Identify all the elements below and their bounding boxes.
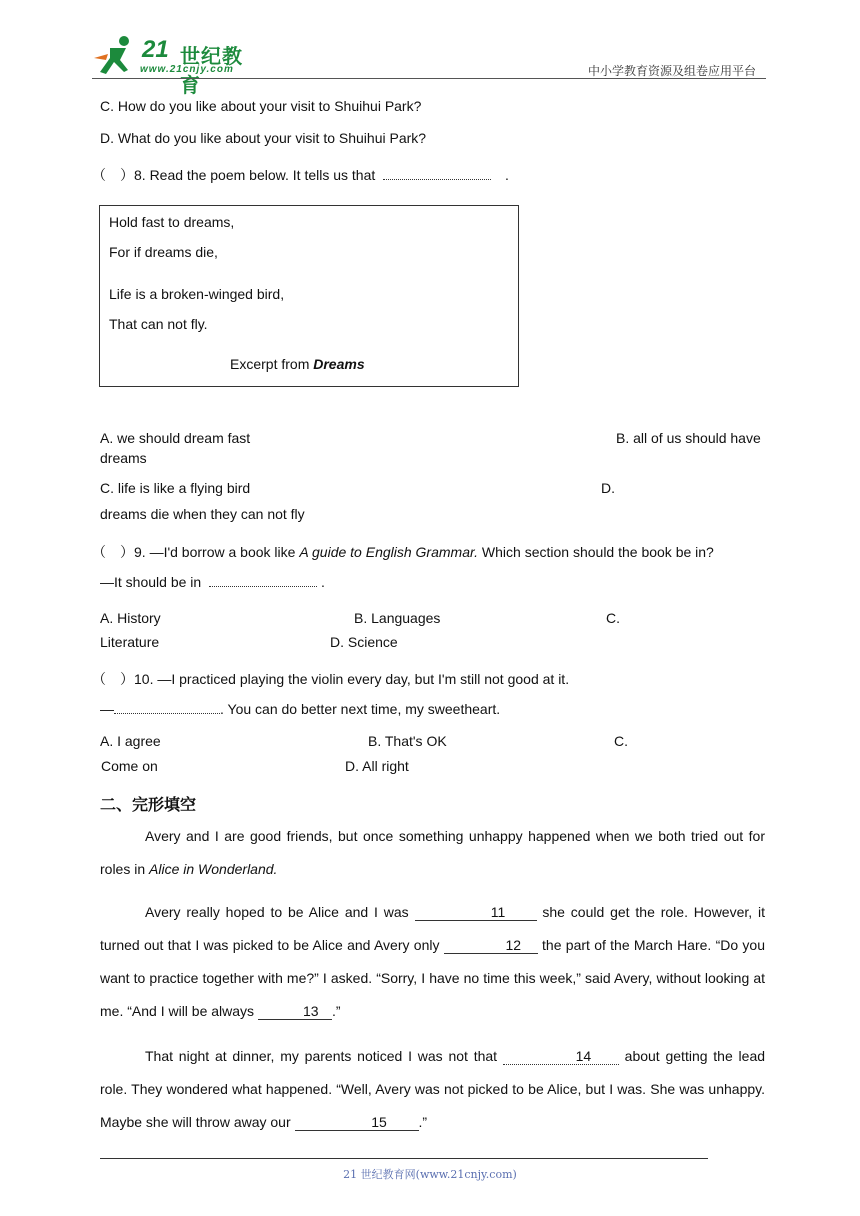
cloze-p2-text-c: the part of the March Hare. “Do you want to practice together with me?” I asked. “Sorry, I have no time this week,” said Avery, without looking at me. “And I will be always (100, 937, 765, 1019)
q9-option-a: A. History (100, 610, 161, 626)
q8-option-d-cont: dreams die when they can not fly (100, 506, 305, 522)
q8-blank[interactable] (383, 167, 491, 180)
q10-blank[interactable] (114, 701, 220, 714)
poem-excerpt-prefix: Excerpt from (230, 356, 314, 372)
header-divider (92, 78, 766, 79)
q8-option-c: C. life is like a flying bird (100, 480, 251, 496)
q9-answer-lead: —It should be in (100, 574, 202, 590)
q9-blank[interactable] (209, 574, 317, 587)
q10-option-a: A. I agree (100, 733, 161, 749)
poem-excerpt (230, 356, 365, 372)
q10-answer-paren[interactable]: （ ） (92, 671, 134, 687)
cloze-blank-14[interactable]: 14 (503, 1048, 619, 1065)
poem-line-1: Hold fast to dreams, (109, 214, 235, 230)
cloze-p3-text-c: .” (418, 1114, 428, 1130)
logo-number: 21 (142, 36, 169, 63)
q8-answer-paren[interactable]: （ ） (92, 167, 134, 183)
q8-stem-text: 8. Read the poem below. It tells us that (134, 167, 376, 183)
poem-line-3: Life is a broken-winged bird, (109, 286, 285, 302)
cloze-p2-text-b: she could get the role. However, it turned out that I was picked to be Alice and Avery only (100, 904, 766, 953)
site-logo (92, 34, 262, 97)
q10-stem (92, 669, 569, 689)
q9-answer (100, 574, 325, 590)
q9-option-b: B. Languages (354, 610, 441, 626)
q10-option-b: B. That's OK (368, 733, 447, 749)
q7-option-d: D. What do you like about your visit to Shuihui Park? (100, 130, 427, 146)
q10-stem-text: 10. —I practiced playing the violin every day, but I'm still not good at it. (134, 671, 570, 687)
cloze-blank-15[interactable]: 15 (295, 1114, 419, 1131)
q10-answer (100, 701, 500, 717)
poem-line-4: That can not fly. (109, 316, 208, 332)
cloze-p3-text-b: about getting the lead role. They wondered what happened. “Well, Avery was not picked to be Alice, but I was. She was unhappy. Maybe she will throw away our (100, 1048, 766, 1130)
poem-excerpt-title: Dreams (313, 356, 365, 372)
footer-divider (100, 1158, 708, 1159)
cloze-blank-11[interactable]: 11 (415, 904, 537, 921)
q9-stem (92, 542, 714, 562)
q9-option-c-cont: Literature (100, 634, 160, 650)
q9-option-c: C. (606, 610, 620, 626)
q8-stem-end: . (505, 167, 509, 183)
q9-answer-paren[interactable]: （ ） (92, 544, 134, 560)
poem-line-2: For if dreams die, (109, 244, 218, 260)
cloze-p2-text-a: Avery really hoped to be Alice and I was (145, 904, 409, 920)
q9-answer-end: . (320, 574, 325, 590)
cloze-p2-text-d: .” (331, 1003, 341, 1019)
q7-option-c: C. How do you like about your visit to Shuihui Park? (100, 98, 422, 114)
q9-option-d: D. Science (330, 634, 398, 650)
q10-option-d: D. All right (345, 758, 409, 774)
logo-text: 世纪教育 (180, 46, 243, 97)
q8-option-a: A. we should dream fast (100, 430, 251, 446)
q9-stem-b: Which section should the book be in? (478, 544, 714, 560)
q10-answer-end: . You can do better next time, my sweetheart. (220, 701, 501, 717)
cloze-blank-13[interactable]: 13 (258, 1003, 332, 1020)
cloze-paragraph-3 (100, 1040, 765, 1139)
q8-option-b-cont: dreams (100, 450, 147, 466)
q9-book-title: A guide to English Grammar. (299, 544, 479, 560)
q9-stem-a: 9. —I'd borrow a book like (134, 544, 300, 560)
poem-box (99, 205, 519, 387)
cloze-paragraph-1 (100, 820, 765, 886)
cloze-p1-title: Alice in Wonderland. (149, 861, 278, 877)
q10-option-c: C. (614, 733, 628, 749)
cloze-paragraph-2 (100, 896, 765, 1028)
q8-option-b: B. all of us should have (616, 430, 761, 446)
footer-text: 21 世纪教育网(www.21cnjy.com) (343, 1168, 517, 1181)
header-platform-text: 中小学教育资源及组卷应用平台 (587, 64, 756, 78)
q10-answer-lead: — (100, 701, 114, 717)
cloze-p3-text-a: That night at dinner, my parents noticed I was not that (145, 1048, 498, 1064)
runner-icon (92, 34, 142, 78)
logo-url: www.21cnjy.com (140, 64, 234, 75)
cloze-blank-12[interactable]: 12 (444, 937, 538, 954)
section-title: 二、完形填空 (100, 795, 197, 814)
q10-option-c-cont: Come on (101, 758, 158, 774)
q8-stem (92, 165, 509, 185)
cloze-p1-text: Avery and I are good friends, but once something unhappy happened when we both tried out for roles in (100, 828, 765, 877)
q8-option-d: D. (601, 480, 615, 496)
